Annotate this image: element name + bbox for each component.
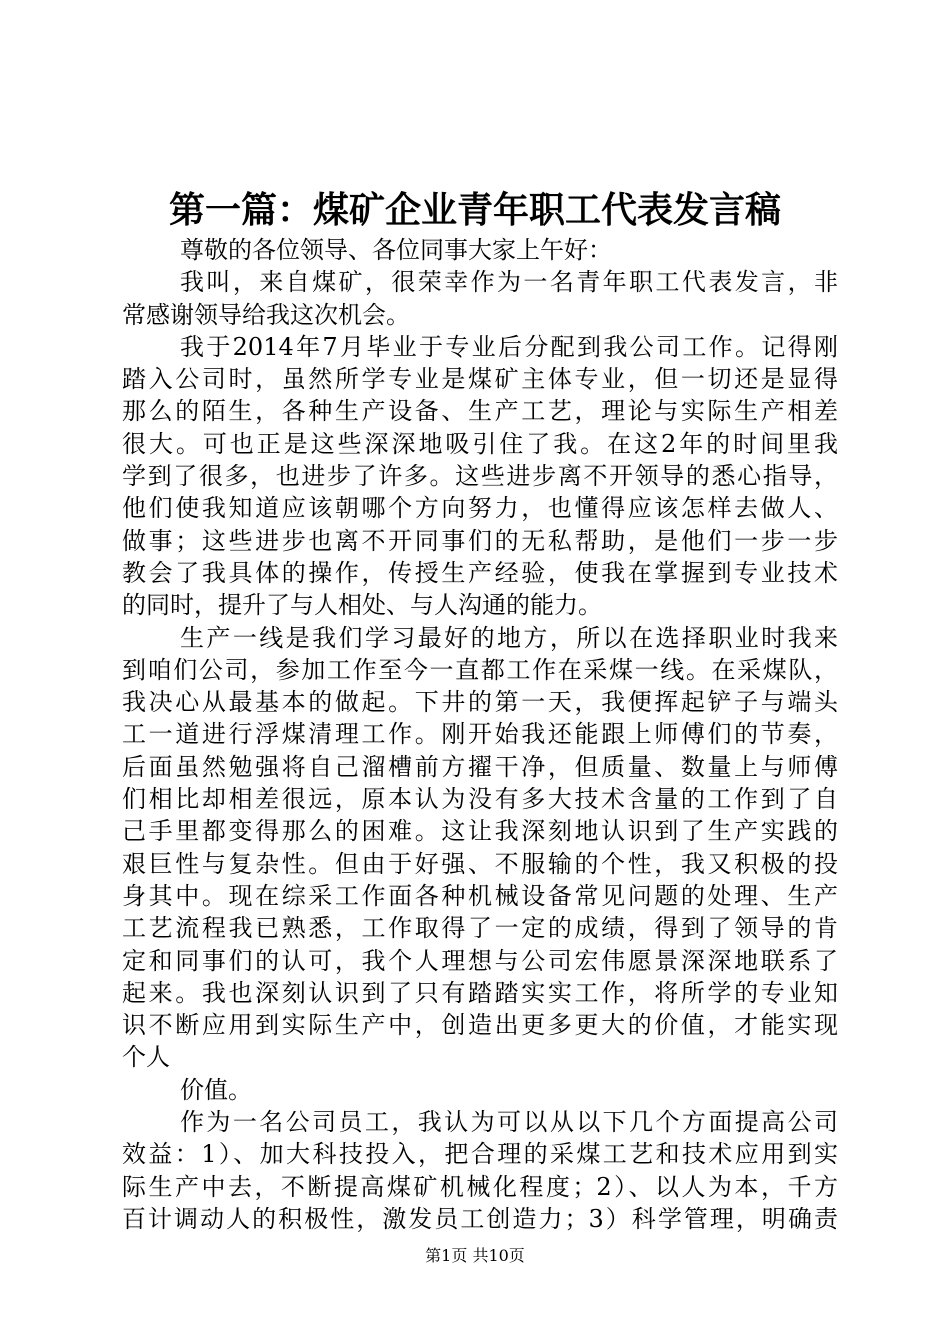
text-line: 我叫，来自煤矿，很荣幸作为一名青年职工代表发言，非 — [180, 268, 838, 297]
text-line: 的同时，提升了与人相处、与人沟通的能力。 — [122, 591, 602, 620]
text-line: 际生产中去，不断提高煤矿机械化程度；2）、以人为本，千方 — [122, 1172, 838, 1201]
text-line: 定和同事们的认可，我个人理想与公司宏伟愿景深深地联系了 — [122, 946, 838, 975]
text-line: 己手里都变得那么的困难。这让我深刻地认识到了生产实践的 — [122, 817, 838, 846]
text-line: 那么的陌生，各种生产设备、生产工艺，理论与实际生产相差 — [122, 397, 838, 426]
text-line: 常感谢领导给我这次机会。 — [122, 300, 410, 329]
text-line: 工一道进行浮煤清理工作。刚开始我还能跟上师傅们的节奏， — [122, 720, 838, 749]
text-line: 个人 — [122, 1043, 170, 1072]
text-line: 百计调动人的积极性，激发员工创造力；3）科学管理，明确责 — [122, 1204, 838, 1233]
text-line: 作为一名公司员工，我认为可以从以下几个方面提高公司 — [180, 1108, 838, 1137]
text-line: 生产一线是我们学习最好的地方，所以在选择职业时我来 — [180, 623, 838, 652]
page-footer: 第1页 共10页 — [425, 1246, 525, 1265]
text-line: 学到了很多，也进步了许多。这些进步离不开领导的悉心指导， — [122, 462, 838, 491]
text-line: 踏入公司时，虽然所学专业是煤矿主体专业，但一切还是显得 — [122, 365, 838, 394]
text-line: 我决心从最基本的做起。下井的第一天，我便挥起铲子与端头 — [122, 688, 838, 717]
text-line: 身其中。现在综采工作面各种机械设备常见问题的处理、生产 — [122, 881, 838, 910]
text-line: 很大。可也正是这些深深地吸引住了我。在这2年的时间里我 — [122, 429, 838, 458]
text-line: 识不断应用到实际生产中，创造出更多更大的价值，才能实现 — [122, 1011, 838, 1040]
text-line: 效益：1）、加大科技投入，把合理的采煤工艺和技术应用到实 — [122, 1140, 838, 1169]
text-line: 们相比却相差很远，原本认为没有多大技术含量的工作到了自 — [122, 785, 838, 814]
text-line: 我于2014年7月毕业于专业后分配到我公司工作。记得刚 — [180, 332, 838, 361]
text-line: 工艺流程我已熟悉，工作取得了一定的成绩，得到了领导的肯 — [122, 914, 838, 943]
document-title: 第一篇：煤矿企业青年职工代表发言稿 — [168, 189, 781, 231]
document-body — [122, 234, 838, 1235]
text-line: 后面虽然勉强将自己溜槽前方擢干净，但质量、数量上与师傅 — [122, 752, 838, 781]
text-line: 做事；这些进步也离不开同事们的无私帮助，是他们一步一步 — [122, 526, 838, 555]
text-line: 尊敬的各位领导、各位同事大家上午好： — [180, 236, 612, 264]
text-line: 价值。 — [180, 1075, 252, 1104]
text-line: 艰巨性与复杂性。但由于好强、不服输的个性，我又积极的投 — [122, 849, 838, 878]
text-line: 他们使我知道应该朝哪个方向努力，也懂得应该怎样去做人、 — [122, 494, 838, 523]
text-line: 到咱们公司，参加工作至今一直都工作在采煤一线。在采煤队， — [122, 655, 838, 684]
text-line: 起来。我也深刻认识到了只有踏踏实实工作，将所学的专业知 — [122, 978, 838, 1007]
text-line: 教会了我具体的操作，传授生产经验，使我在掌握到专业技术 — [122, 558, 838, 587]
